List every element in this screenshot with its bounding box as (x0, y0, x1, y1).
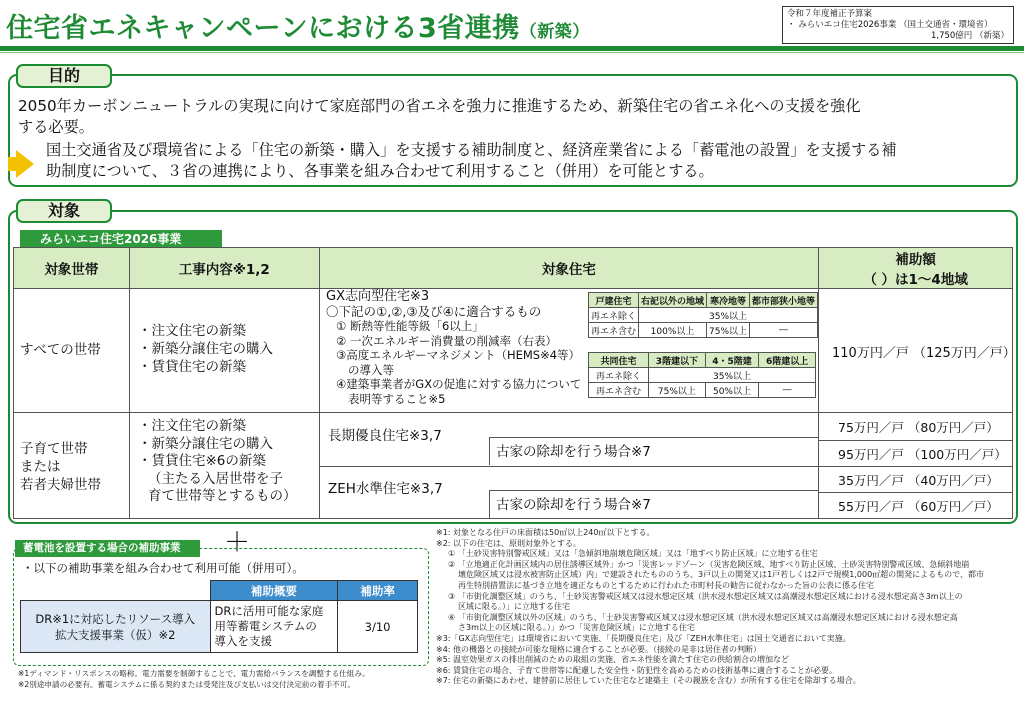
collective-header-0: 共同住宅 (589, 353, 649, 368)
note-13: ※6: 賃貸住宅の場合、子育て世帯等に配慮した安全性・防犯性を高めるための技術基準に適合することが必要。 (436, 665, 838, 675)
battery-program-name: DR※1に対応したリソース導入 拡大支援事業（仮）※2 (21, 601, 211, 653)
arrow-right-icon (16, 150, 34, 178)
target-tab: 対象 (16, 199, 112, 223)
purpose-line-4: 助制度について、３省の連携により、各事業を組み合わせて利用すること（併用）を可能とする。 (46, 162, 714, 180)
page-title: 住宅省エネキャンペーンにおける3省連携（新築） (6, 13, 590, 44)
long-term-label: 長期優良住宅※3,7 (328, 428, 442, 444)
gx-housing-text (326, 290, 581, 406)
header-amount: 補助額 （ ）は1～4地域 (819, 248, 1013, 289)
page-title-suffix: （新築） (519, 22, 590, 42)
battery-header-overview: 補助概要 (210, 581, 338, 601)
long-term-demo-divider-v (489, 437, 490, 465)
detached-header-3: 都市部狭小地等 (750, 293, 818, 308)
budget-box (782, 6, 1014, 44)
header-household: 対象世帯 (14, 248, 130, 289)
detached-header-2: 寒冷地等 (707, 293, 750, 308)
detached-row1-label: 再エネ含む (589, 323, 639, 338)
gx-item-3b: の導入等 (348, 362, 394, 377)
battery-note-1: ※1ディマンド・リスポンスの略称。電力需要を制御することで、電力需給バランスを調整する仕組み。 (18, 669, 370, 678)
purpose-line-3: 国土交通省及び環境省による「住宅の新築・購入」を支援する補助制度と、経済産業省による「蓄電池の設置」を支援する補 (46, 141, 897, 159)
battery-intro: ・以下の補助事業を組み合わせて利用可能（併用可）。 (22, 561, 304, 575)
zeh-demo-divider (489, 490, 819, 491)
long-term-demo-divider (489, 437, 819, 438)
program-label: みらいエコ住宅2026事業 (20, 230, 222, 248)
gx-item-2: ② 一次エネルギー消費量の削減率（右表） (336, 333, 557, 348)
note-7: 区域に限る。）」に立地する住宅 (458, 602, 570, 612)
zeh-label: ZEH水準住宅※3,7 (328, 481, 443, 497)
gx-title: GX志向型住宅※3 (326, 289, 430, 304)
collective-header-3: 6階建以上 (759, 353, 816, 368)
battery-header-rate: 補助率 (338, 581, 418, 601)
note-10: ※3:「GX志向型住宅」は環境省において実施、「長期優良住宅」及び「ZEH水準住宅」は国土交通省において実施。 (436, 633, 851, 643)
note-14: ※7: 住宅の新築にあわせ、建替前に居住していた住宅など建築主（その親族を含む）が所有する住宅を除却する場合。 (436, 676, 861, 686)
battery-note-2: ※2別途申請の必要有。蓄電システムに係る契約または受発注及び支払いは交付決定前の着手不可。 (18, 680, 355, 689)
gx-item-3a: ③高度エネルギーマネジメント（HEMS※4等） (336, 348, 581, 362)
note-1: ※2: 以下の住宅は、原則対象外とする。 (436, 538, 582, 548)
header-work: 工事内容※1,2 (129, 248, 319, 289)
zeh-amount: 35万円／戸 （40万円／戸） (838, 473, 999, 488)
long-term-demo-label: 古家の除却を行う場合※7 (496, 444, 651, 460)
collective-row1-label: 再エネ含む (589, 383, 649, 398)
row2-household: 子育て世帯 または 若者夫婦世帯 (20, 441, 101, 493)
detached-row1-v2: 75%以上 (707, 323, 750, 338)
budget-line-3: 1,750億円 （新築） (930, 31, 1009, 41)
note-12: ※5: 温室効果ガスの排出削減のための取組の実施、省エネ性能を満たす住宅の供給割合の増加など (436, 655, 790, 665)
note-9: さ3m以上の区域に限る。）」かつ「災害危険区域」に立地する住宅 (458, 623, 695, 633)
long-term-demo-amount: 95万円／戸 （100万円／戸） (838, 447, 1007, 462)
zeh-demo-amount: 55万円／戸 （60万円／戸） (838, 499, 999, 514)
purpose-tab: 目的 (16, 64, 112, 88)
gx-condition: 〇下記の①,②,③及び④に適合するもの (326, 303, 542, 319)
plus-icon: ＋ (224, 528, 251, 558)
long-term-amount: 75万円／戸 （80万円／戸） (838, 420, 999, 435)
battery-header-blank (21, 581, 211, 601)
note-6: ③ 「市街化調整区域」のうち、「土砂災害警戒区域又は浸水想定区域（洪水浸水想定区域又は高潮浸水想定区域における浸水想定高さ3m以上の (448, 591, 963, 601)
purpose-line-2: する必要。 (18, 118, 94, 136)
detached-row0-label: 再エネ除く (589, 308, 639, 323)
detached-row1-v1: 100%以上 (639, 323, 707, 338)
collective-table (588, 352, 816, 398)
note-4: 壊危険区域又は浸水被害防止区域）内」で建設されたもののうち、3戸以上の開発又は1戸若しくは2戸で規模1,000㎡超の開発によるもので、都市 (458, 570, 985, 580)
header-housing: 対象住宅 (319, 248, 818, 289)
row1-work: ・注文住宅の新築 ・新築分譲住宅の購入 ・賃貸住宅の新築 (138, 323, 273, 375)
detached-header-1: 右記以外の地域 (639, 293, 707, 308)
note-8: ④ 「市街化調整区域以外の区域」のうち、「土砂災害警戒区域又は浸水想定区域（洪水浸水想定区域又は高潮浸水想定区域における浸水想定高 (448, 612, 958, 622)
note-5: 再生特別措置法に基づき立地を適正なものとするために行われた市町村長の勧告に従わなかった旨の公表に係る住宅 (458, 580, 874, 590)
detached-table (588, 292, 818, 338)
budget-line-1: 令和７年度補正予算案 (787, 9, 873, 19)
purpose-line-1: 2050年カーボンニュートラルの実現に向けて家庭部門の省エネを強力に推進するため、新築住宅の省エネ化への支援を強化 (18, 97, 861, 115)
gx-item-4b: 表明等すること※5 (348, 391, 446, 406)
collective-row0-value: 35%以上 (649, 368, 816, 383)
note-3: ② 「立地適正化計画区域内の居住誘導区域外」かつ「災害レッドゾーン（災害危険区域、地すべり防止区域、土砂災害特別警戒区域、急傾斜地崩 (448, 559, 970, 569)
gx-amount: 110万円／戸 （125万円／戸） (832, 346, 1016, 361)
note-2: ① 「土砂災害特別警戒区域」又は「急傾斜地崩壊危険区域」又は「地すべり防止区域」に立地する住宅 (448, 549, 818, 559)
row1-household: すべての世帯 (20, 342, 101, 358)
budget-line-2: ・ みらいエコ住宅2026事業 （国土交通省・環境省） (787, 20, 993, 30)
header-rule-thin (0, 52, 1024, 53)
detached-row0-value: 35%以上 (639, 308, 818, 323)
gx-item-1: ① 断熱等性能等級「6以上」 (336, 319, 484, 333)
collective-row1-v3: ― (759, 383, 816, 398)
zeh-demo-label: 古家の除却を行う場合※7 (496, 497, 651, 513)
battery-table (20, 580, 418, 653)
gx-item-4a: ④建築事業者がGXの促進に対する協力について (336, 377, 582, 391)
detached-row1-v3: ― (750, 323, 818, 338)
collective-row1-v2: 50%以上 (705, 383, 758, 398)
note-11: ※4: 他の機器との接続が可能な規格に適合することが必要。（接続の是非は居住者の判断） (436, 644, 762, 654)
collective-row1-v1: 75%以上 (649, 383, 706, 398)
notes-block (436, 528, 984, 687)
note-0: ※1: 対象となる住戸の床面積は50㎡以上240㎡以下とする。 (436, 528, 655, 537)
collective-row0-label: 再エネ除く (589, 368, 649, 383)
battery-overview: DRに活用可能な家庭 用等蓄電システムの 導入を支援 (210, 601, 338, 653)
header-rule (0, 46, 1024, 51)
zeh-demo-divider-v (489, 490, 490, 518)
collective-header-2: 4・5階建 (705, 353, 758, 368)
collective-header-1: 3階建以下 (649, 353, 706, 368)
battery-label: 蓄電池を設置する場合の補助事業 (15, 540, 200, 557)
detached-header-0: 戸建住宅 (589, 293, 639, 308)
battery-rate: 3/10 (338, 601, 418, 653)
row2-work: ・注文住宅の新築 ・新築分譲住宅の購入 ・賃貸住宅※6の新築 （主たる入居世帯を子 育て世帯等とするもの） (138, 418, 297, 504)
